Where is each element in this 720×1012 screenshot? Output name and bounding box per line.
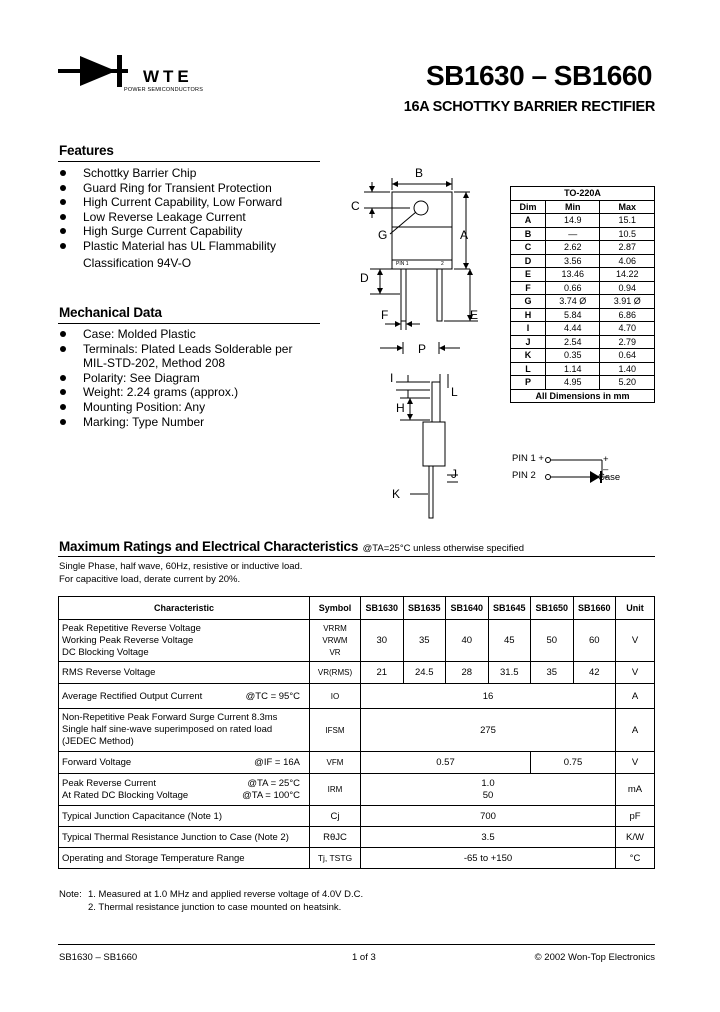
row-characteristic <box>59 684 310 709</box>
dim-max: 6.86 <box>600 308 655 322</box>
list-item: Guard Ring for Transient Protection <box>58 181 328 196</box>
dim-label-p: P <box>418 342 427 356</box>
pin1-label: PIN 1 + <box>512 453 544 464</box>
table-row <box>511 281 655 295</box>
table-row <box>59 684 655 709</box>
dim-label-f: F <box>381 308 389 322</box>
ratings-heading <box>59 538 524 556</box>
dim-min: 3.74 Ø <box>546 295 600 309</box>
minus-label: – <box>603 464 609 475</box>
row-symbol: IFSM <box>310 709 361 752</box>
cell-value: 16 <box>361 684 616 709</box>
mechanical-title: Mechanical Data <box>59 305 162 320</box>
ifsm-name-2: Single half sine-wave superimposed on rated load <box>62 724 273 735</box>
notes-label: Note: <box>59 889 82 900</box>
mechanical-continuation: MIL-STD-202, Method 208 <box>83 356 226 371</box>
vrwm-name: Working Peak Reverse Voltage <box>62 634 194 646</box>
col-header: SB1630 <box>361 597 404 620</box>
col-header: Unit <box>616 597 655 620</box>
list-item: Low Reverse Leakage Current <box>58 210 328 225</box>
col-header: Characteristic <box>59 597 310 620</box>
dim-label-g: G <box>378 228 388 242</box>
cell-value: 275 <box>361 709 616 752</box>
dim-max: 4.06 <box>600 254 655 268</box>
list-item: Terminals: Plated Leads Solderable per <box>58 342 328 357</box>
logo-diode-icon <box>58 54 130 88</box>
dim-name: B <box>511 227 546 241</box>
row-symbol: IO <box>310 684 361 709</box>
row-symbol <box>310 620 361 662</box>
row-characteristic: RMS Reverse Voltage <box>59 662 310 684</box>
note-2: 2. Thermal resistance junction to case mounted on heatsink. <box>88 902 342 913</box>
cell-value: 700 <box>361 806 616 827</box>
irm-value-2: 50 <box>482 789 494 801</box>
note-1: 1. Measured at 1.0 MHz and applied reverse voltage of 4.0V D.C. <box>88 889 364 900</box>
dim-min: 0.66 <box>546 281 600 295</box>
dim-name: E <box>511 268 546 282</box>
list-item: Polarity: See Diagram <box>58 371 328 386</box>
dim-label-d: D <box>360 271 369 285</box>
pin2-label: PIN 2 <box>512 470 536 481</box>
ifsm-name-3: (JEDEC Method) <box>62 736 134 747</box>
cell-value: 28 <box>446 662 489 684</box>
cell-value: 40 <box>446 620 489 662</box>
features-continuation: Classification 94V-O <box>83 256 192 270</box>
row-characteristic <box>59 709 310 752</box>
irm-name-1: Peak Reverse Current <box>62 777 156 789</box>
table-row <box>511 376 655 390</box>
dim-name: I <box>511 322 546 336</box>
dim-name: L <box>511 362 546 376</box>
dim-max: 2.79 <box>600 335 655 349</box>
dim-name: J <box>511 335 546 349</box>
row-symbol: Cj <box>310 806 361 827</box>
ratings-note-2: For capacitive load, derate current by 20%. <box>59 574 241 585</box>
table-row <box>59 848 655 869</box>
cell-value: 45 <box>488 620 531 662</box>
cell-unit: pF <box>616 806 655 827</box>
table-row <box>511 268 655 282</box>
dim-max: 4.70 <box>600 322 655 336</box>
table-row <box>511 349 655 363</box>
ratings-condition: @TA=25°C unless otherwise specified <box>362 543 525 554</box>
dim-label-e: E <box>470 308 479 322</box>
list-item: Schottky Barrier Chip <box>58 166 328 181</box>
col-header: SB1635 <box>403 597 446 620</box>
table-row <box>59 752 655 774</box>
table-row <box>59 827 655 848</box>
table-row <box>59 774 655 806</box>
table-row <box>511 214 655 228</box>
cell-value: 31.5 <box>488 662 531 684</box>
dim-max: 10.5 <box>600 227 655 241</box>
io-condition: @TC = 95°C <box>245 690 300 702</box>
mechanical-list <box>58 327 328 429</box>
footer-left: SB1630 – SB1660 <box>59 952 138 963</box>
cell-value: -65 to +150 <box>361 848 616 869</box>
cell-value: 60 <box>573 620 616 662</box>
symbol-vr: VR <box>329 647 341 657</box>
dim-label-l: L <box>451 385 458 399</box>
ratings-title: Maximum Ratings and Electrical Characteristics <box>59 539 359 554</box>
list-item: Marking: Type Number <box>58 415 328 430</box>
dim-label-c: C <box>351 199 360 213</box>
list-item: High Surge Current Capability <box>58 224 328 239</box>
table-row <box>511 241 655 255</box>
row-characteristic: Typical Junction Capacitance (Note 1) <box>59 806 310 827</box>
col-header: SB1650 <box>531 597 574 620</box>
dim-max: 5.20 <box>600 376 655 390</box>
dim-min: 4.44 <box>546 322 600 336</box>
table-row <box>511 362 655 376</box>
dim-max: 14.22 <box>600 268 655 282</box>
cell-value: 24.5 <box>403 662 446 684</box>
table-row <box>59 620 655 662</box>
col-header: SB1640 <box>446 597 489 620</box>
cell-value: 0.75 <box>531 752 616 774</box>
dim-table-note: All Dimensions in mm <box>511 389 655 403</box>
dim-min: 0.35 <box>546 349 600 363</box>
ratings-table <box>58 596 655 869</box>
list-item: Weight: 2.24 grams (approx.) <box>58 385 328 400</box>
table-row <box>511 295 655 309</box>
dim-min: 13.46 <box>546 268 600 282</box>
row-symbol: IRM <box>310 774 361 806</box>
cell-unit: A <box>616 709 655 752</box>
dim-label-k: K <box>392 487 401 501</box>
dim-name: C <box>511 241 546 255</box>
dim-name: K <box>511 349 546 363</box>
vrrm-name: Peak Repetitive Reverse Voltage <box>62 622 201 634</box>
table-row <box>511 308 655 322</box>
features-list <box>58 166 328 254</box>
cell-value: 50 <box>531 620 574 662</box>
dim-header: Dim <box>511 200 546 214</box>
vfm-name: Forward Voltage <box>62 757 132 768</box>
cell-unit: V <box>616 620 655 662</box>
ratings-rule <box>58 556 655 557</box>
dim-name: D <box>511 254 546 268</box>
features-rule <box>58 161 320 162</box>
row-characteristic: Operating and Storage Temperature Range <box>59 848 310 869</box>
footer-page: 1 of 3 <box>352 952 376 963</box>
list-item: Case: Molded Plastic <box>58 327 328 342</box>
dim-max: 1.40 <box>600 362 655 376</box>
dim-header: Max <box>600 200 655 214</box>
table-row <box>511 227 655 241</box>
symbol-vrwm: VRWM <box>322 635 348 645</box>
pin-1-text: PIN 1 <box>396 261 409 267</box>
logo-subtitle: POWER SEMICONDUCTORS <box>124 87 204 93</box>
mechanical-rule <box>58 323 320 324</box>
dim-label-h: H <box>396 401 405 415</box>
ratings-note-1: Single Phase, half wave, 60Hz, resistive or inductive load. <box>59 561 303 572</box>
cell-unit: mA <box>616 774 655 806</box>
cell-unit: °C <box>616 848 655 869</box>
col-header: Symbol <box>310 597 361 620</box>
page-title: SB1630 – SB1660 <box>425 60 652 91</box>
footer-rule <box>58 944 655 945</box>
dim-max: 0.64 <box>600 349 655 363</box>
cell-unit: V <box>616 662 655 684</box>
list-item: High Current Capability, Low Forward <box>58 195 328 210</box>
dim-name: A <box>511 214 546 228</box>
list-item: Mounting Position: Any <box>58 400 328 415</box>
dim-max: 15.1 <box>600 214 655 228</box>
list-item: Plastic Material has UL Flammability <box>58 239 328 254</box>
dim-max: 2.87 <box>600 241 655 255</box>
table-row <box>511 254 655 268</box>
cell-value: 35 <box>403 620 446 662</box>
dim-name: G <box>511 295 546 309</box>
cell-value: 21 <box>361 662 404 684</box>
features-title: Features <box>59 143 114 158</box>
vr-name: DC Blocking Voltage <box>62 646 149 658</box>
row-symbol: Tj, TSTG <box>310 848 361 869</box>
dim-label-i: I <box>390 371 394 385</box>
dimensions-table <box>510 186 655 403</box>
cell-value: 42 <box>573 662 616 684</box>
col-header: SB1645 <box>488 597 531 620</box>
table-row <box>59 662 655 684</box>
footer-copyright: © 2002 Won-Top Electronics <box>534 952 655 963</box>
dim-name: P <box>511 376 546 390</box>
io-name: Average Rectified Output Current <box>62 690 203 702</box>
row-characteristic <box>59 774 310 806</box>
irm-condition-1: @TA = 25°C <box>247 777 300 789</box>
table-header-row <box>59 597 655 620</box>
row-symbol: RθJC <box>310 827 361 848</box>
col-header: SB1660 <box>573 597 616 620</box>
plus-label: + <box>603 454 609 465</box>
dim-header: Min <box>546 200 600 214</box>
dim-max: 3.91 Ø <box>600 295 655 309</box>
cell-value: 3.5 <box>361 827 616 848</box>
table-row <box>59 709 655 752</box>
dim-table-package: TO-220A <box>511 187 655 201</box>
logo-text: WTE <box>143 67 193 86</box>
cell-unit: V <box>616 752 655 774</box>
cell-value: 0.57 <box>361 752 531 774</box>
dim-min: 3.56 <box>546 254 600 268</box>
dim-min: 2.54 <box>546 335 600 349</box>
dim-name: H <box>511 308 546 322</box>
table-row <box>59 806 655 827</box>
irm-condition-2: @TA = 100°C <box>242 789 300 801</box>
table-row <box>511 322 655 336</box>
dim-label-a: A <box>460 228 469 242</box>
dim-max: 0.94 <box>600 281 655 295</box>
row-characteristic: Typical Thermal Resistance Junction to Case (Note 2) <box>59 827 310 848</box>
page-subtitle: 16A SCHOTTKY BARRIER RECTIFIER <box>403 99 655 115</box>
irm-value-1: 1.0 <box>481 777 495 789</box>
cell-unit: K/W <box>616 827 655 848</box>
vfm-condition: @IF = 16A <box>254 757 300 768</box>
row-characteristic <box>59 752 310 774</box>
dim-min: 1.14 <box>546 362 600 376</box>
row-symbol: VR(RMS) <box>310 662 361 684</box>
case-label: Case <box>598 472 621 483</box>
dim-min: 4.95 <box>546 376 600 390</box>
cell-value: 30 <box>361 620 404 662</box>
ifsm-name-1: Non-Repetitive Peak Forward Surge Current 8.3ms <box>62 712 278 723</box>
dim-min: 2.62 <box>546 241 600 255</box>
dim-min: — <box>546 227 600 241</box>
row-characteristic <box>59 620 310 662</box>
dim-min: 14.9 <box>546 214 600 228</box>
dim-label-j: J <box>451 467 457 481</box>
symbol-vrrm: VRRM <box>323 623 347 633</box>
dim-label-b: B <box>415 166 424 180</box>
table-row <box>511 335 655 349</box>
dim-name: F <box>511 281 546 295</box>
cell-unit: A <box>616 684 655 709</box>
dim-min: 5.84 <box>546 308 600 322</box>
pin-2-text: 2 <box>441 261 444 267</box>
cell-value: 35 <box>531 662 574 684</box>
cell-value <box>361 774 616 806</box>
list-item-continuation <box>58 356 328 371</box>
row-symbol: VFM <box>310 752 361 774</box>
irm-name-2: At Rated DC Blocking Voltage <box>62 789 189 801</box>
